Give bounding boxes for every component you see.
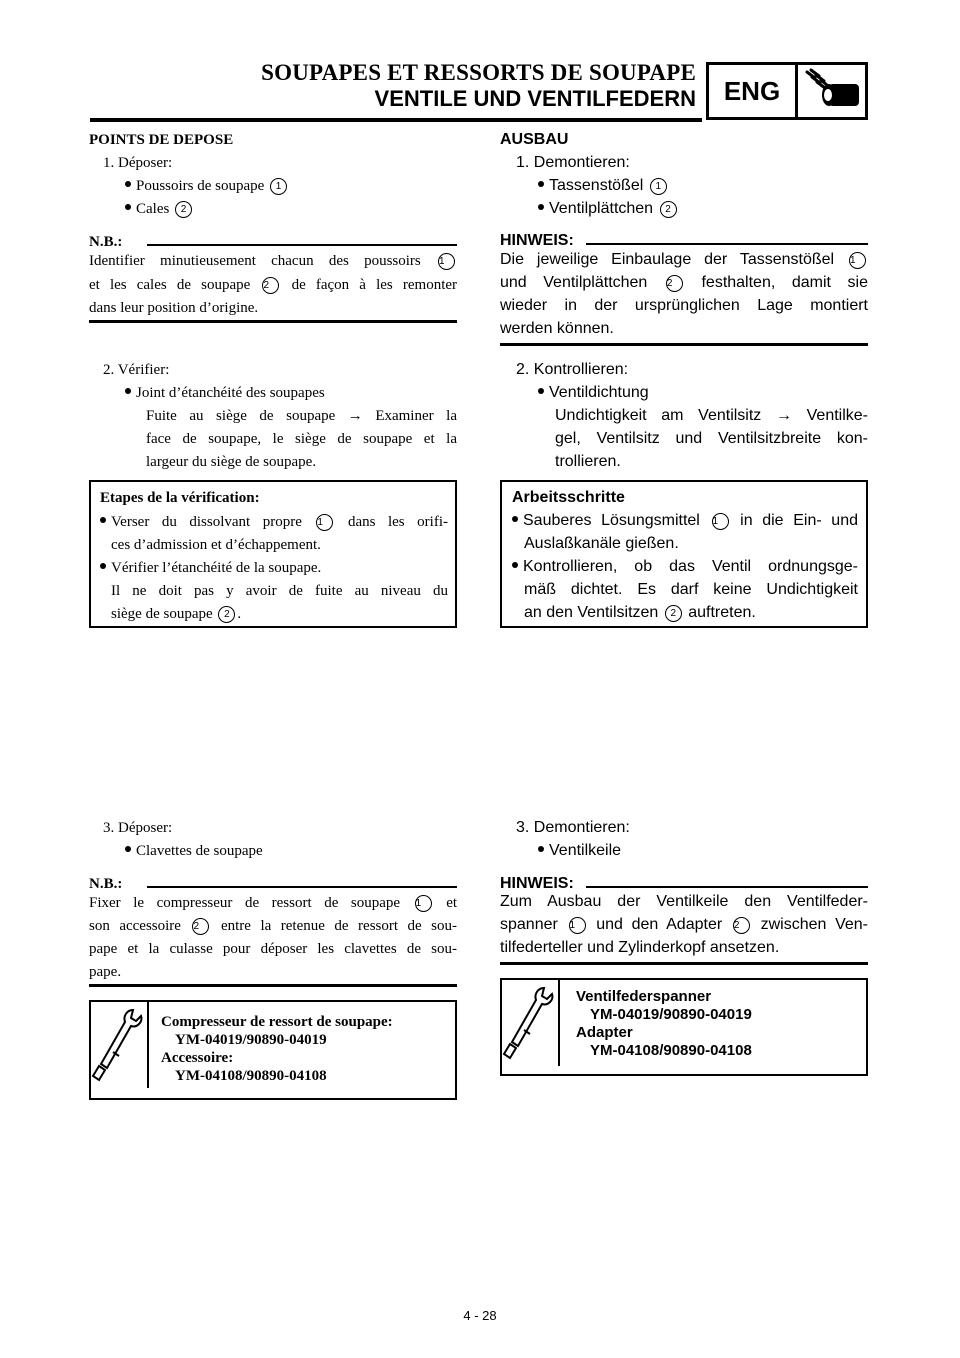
engine-spring-icon — [798, 65, 865, 117]
bullet-icon — [538, 846, 544, 852]
bullet-icon — [512, 562, 518, 568]
note-text: pape. — [89, 964, 122, 980]
badge-label: ENG — [709, 65, 798, 117]
header-title-de: VENTILE UND VENTILFEDERN — [374, 86, 696, 111]
box-title: Etapes de la vérification: — [100, 490, 260, 506]
note-rule — [147, 886, 457, 888]
tool-name: Adapter — [576, 1024, 633, 1041]
note-text: et les cales de soupape 2 de façon à les remonter — [89, 277, 458, 293]
step-text: trollieren. — [555, 453, 621, 470]
box-text: siège de soupape 2 . — [111, 606, 242, 622]
bullet-icon — [512, 516, 518, 522]
bullet-icon — [100, 563, 106, 569]
note-rule — [586, 243, 868, 245]
box-text: Verser du dissolvant propre 1 dans les orifi- — [100, 514, 448, 531]
tool-number: YM-04019/90890-04019 — [590, 1006, 752, 1023]
step-2: 2. Kontrollieren: — [516, 361, 629, 378]
wrench-icon — [91, 1002, 147, 1086]
box-text: Sauberes Lösungsmittel 1 in die Ein- und — [512, 512, 858, 530]
note-text: pape et la culasse pour déposer les clavettes de sou- — [89, 941, 457, 957]
note-text: Die jeweilige Einbaulage der Tassenstößel 1 — [500, 251, 868, 269]
tool-number: YM-04108/90890-04108 — [590, 1042, 752, 1059]
tool-name: Accessoire: — [161, 1050, 234, 1066]
tool-cell — [502, 980, 560, 1066]
bullet-icon — [100, 517, 106, 523]
list-item: Poussoirs de soupape 1 — [125, 178, 289, 195]
note-rule — [586, 886, 868, 888]
note-text: und Ventilplättchen 2 festhalten, damit sie — [500, 274, 868, 291]
step-text: Undichtigkeit am Ventilsitz → Ventilke- — [555, 407, 868, 424]
note-text: dans leur position d’origine. — [89, 300, 259, 316]
note-label: HINWEIS: — [500, 875, 574, 892]
box-text: ces d’admission et d’échappement. — [111, 537, 321, 553]
tool-cell — [91, 1002, 149, 1088]
note-text: werden können. — [500, 320, 614, 337]
header-title-fr: SOUPAPES ET RESSORTS DE SOUPAPE — [261, 60, 696, 85]
list-item: Ventilkeile — [538, 842, 621, 860]
step-1: 1. Demontieren: — [516, 154, 630, 171]
list-item: Joint d’étanchéité des soupapes — [125, 385, 325, 402]
page-number: 4 - 28 — [463, 1308, 497, 1323]
tool-number: YM-04108/90890-04108 — [175, 1068, 327, 1084]
section-title: AUSBAU — [500, 131, 569, 148]
tool-box — [500, 978, 868, 1076]
bullet-icon — [538, 388, 544, 394]
note-end-rule — [500, 962, 868, 965]
box-text: mäß dichtet. Es darf keine Undichtigkeit — [524, 581, 858, 598]
header-rule — [90, 118, 702, 122]
note-text: tilfederteller und Zylinderkopf ansetzen. — [500, 939, 780, 956]
note-end-rule — [89, 984, 457, 987]
note-text: son accessoire 2 entre la retenue de ressort de sou- — [89, 918, 458, 934]
list-item: Ventilplättchen 2 — [538, 200, 679, 218]
note-text: Zum Ausbau der Ventilkeile den Ventilfeder- — [500, 893, 868, 910]
tool-name: Compresseur de ressort de soupape: — [161, 1014, 393, 1030]
note-text: Identifier minutieusement chacun des poussoirs 1 — [89, 253, 457, 270]
box-text: an den Ventilsitzen 2 auftreten. — [524, 604, 756, 621]
note-label: HINWEIS: — [500, 232, 574, 249]
box-text: Auslaßkanäle gießen. — [524, 535, 679, 552]
note-end-rule — [500, 343, 868, 346]
box-text: Il ne doit pas y avoir de fuite au niveau du — [111, 583, 448, 599]
note-label: N.B.: — [89, 876, 123, 892]
step-1: 1. Déposer: — [103, 155, 173, 171]
bullet-icon — [125, 181, 131, 187]
note-end-rule — [89, 320, 457, 323]
note-text: Fixer le compresseur de ressort de soupape 1 et — [89, 895, 458, 911]
check-box — [89, 480, 457, 628]
section-badge — [706, 62, 868, 120]
step-2: 2. Vérifier: — [103, 362, 170, 378]
step-text: Fuite au siège de soupape → Examiner la — [146, 408, 457, 424]
list-item: Ventildichtung — [538, 384, 649, 402]
bullet-icon — [125, 388, 131, 394]
bullet-icon — [538, 181, 544, 187]
list-item: Cales 2 — [125, 201, 194, 218]
box-text: Vérifier l’étanchéité de la soupape. — [100, 560, 321, 577]
step-text: face de soupape, le siège de soupape et la — [146, 431, 457, 447]
note-label: N.B.: — [89, 234, 123, 250]
list-item: Tassenstößel 1 — [538, 177, 669, 195]
check-box — [500, 480, 868, 628]
list-item: Clavettes de soupape — [125, 843, 263, 860]
step-text: gel, Ventilsitz und Ventilsitzbreite kon- — [555, 430, 868, 447]
tool-name: Ventilfederspanner — [576, 988, 712, 1005]
step-3: 3. Demontieren: — [516, 819, 630, 836]
bullet-icon — [538, 204, 544, 210]
bullet-icon — [125, 846, 131, 852]
wrench-icon — [502, 980, 558, 1064]
bullet-icon — [125, 204, 131, 210]
step-text: largeur du siège de soupape. — [146, 454, 317, 470]
note-text: wieder in der ursprünglichen Lage montiert — [500, 297, 868, 314]
box-title: Arbeitsschritte — [512, 489, 625, 506]
note-rule — [147, 244, 457, 246]
section-title: POINTS DE DEPOSE — [89, 132, 234, 148]
box-text: Kontrollieren, ob das Ventil ordnungsge- — [512, 558, 858, 576]
tool-number: YM-04019/90890-04019 — [175, 1032, 327, 1048]
tool-box — [89, 1000, 457, 1100]
note-text: spanner 1 und den Adapter 2 zwischen Ven- — [500, 916, 868, 933]
step-3: 3. Déposer: — [103, 820, 173, 836]
